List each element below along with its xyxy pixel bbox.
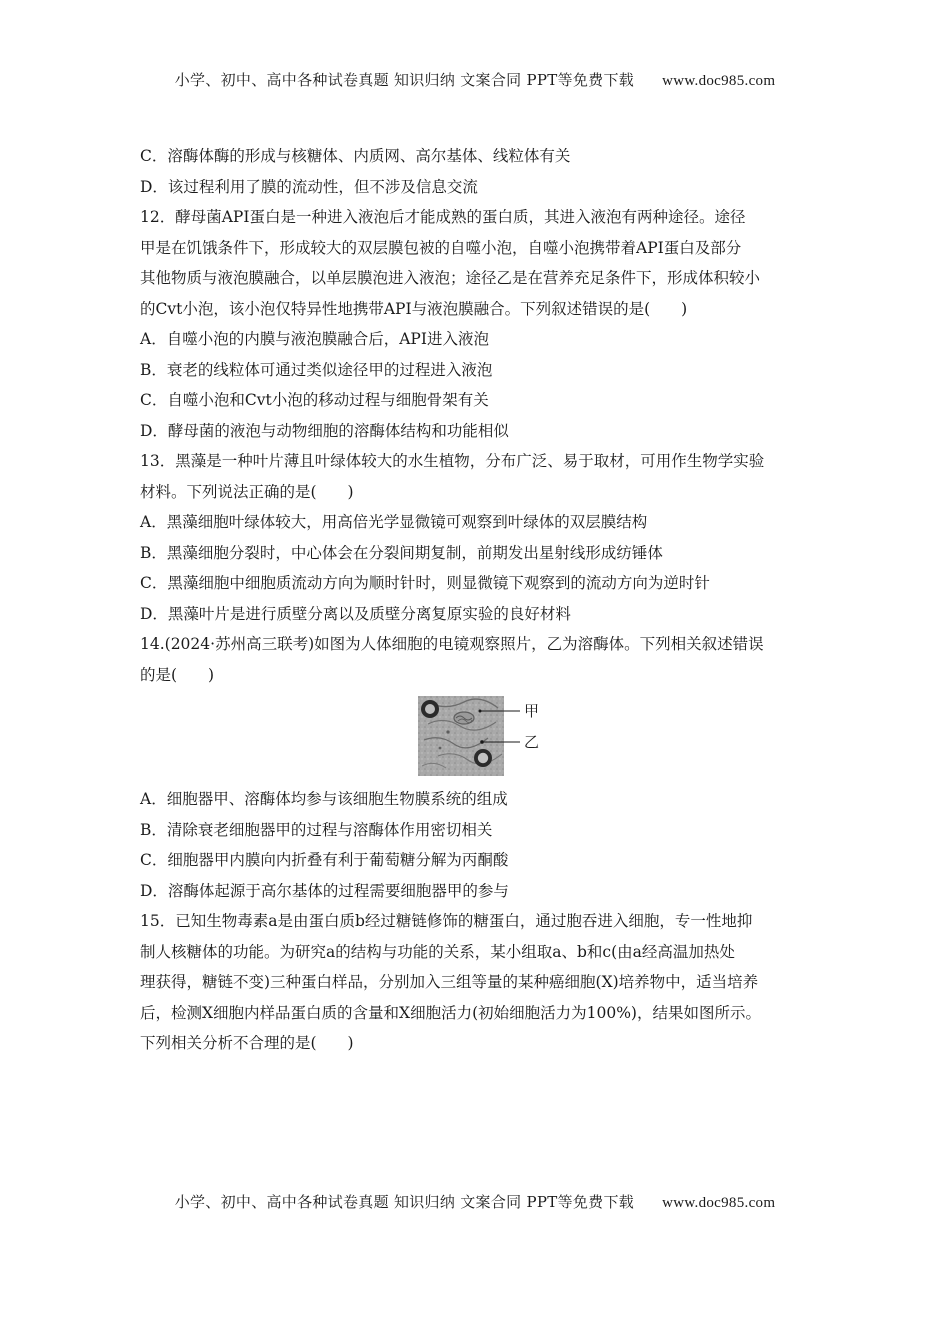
q12-stem-line-4: 的Cvt小泡，该小泡仅特异性地携带API与液泡膜融合。下列叙述错误的是( ) (140, 299, 688, 318)
q13-option-a: A．黑藻细胞叶绿体较大，用高倍光学显微镜可观察到叶绿体的双层膜结构 (140, 513, 648, 531)
header-text: 小学、初中、高中各种试卷真题 知识归纳 文案合同 PPT等免费下载 (174, 71, 635, 89)
q14-option-b: B．清除衰老细胞器甲的过程与溶酶体作用密切相关 (140, 820, 493, 839)
q14-stem-line-1: 14.(2024·苏州高三联考)如图为人体细胞的电镜观察照片，乙为溶酶体。下列相关叙述错误 (140, 635, 764, 653)
q15-stem-line-2: 制人核糖体的功能。为研究a的结构与功能的关系，某小组取a、b和c(由a经高温加热处 (140, 942, 735, 961)
electron-micrograph-figure (140, 694, 820, 782)
q13-option-d: D．黑藻叶片是进行质壁分离以及质壁分离复原实验的良好材料 (140, 604, 571, 623)
q14-stem-line-2: 的是( ) (140, 665, 215, 684)
q11-option-d: D．该过程利用了膜的流动性，但不涉及信息交流 (140, 177, 478, 196)
page-header (0, 69, 950, 90)
q15-stem-line-3: 理获得，糖链不变)三种蛋白样品，分别加入三组等量的某种癌细胞(X)培养物中，适当培养 (140, 973, 759, 991)
q13-option-c: C．黑藻细胞中细胞质流动方向为顺时针时，则显微镜下观察到的流动方向为逆时针 (140, 574, 710, 592)
q15-stem-line-5: 下列相关分析不合理的是( ) (140, 1034, 354, 1052)
label-pointer-lines (418, 696, 538, 776)
q15-stem-line-4: 后，检测X细胞内样品蛋白质的含量和X细胞活力(初始细胞活力为100%)，结果如图所示。 (140, 1003, 761, 1022)
header-url[interactable]: www.doc985.com (662, 73, 776, 89)
page-footer (0, 1191, 950, 1212)
question-content (140, 141, 820, 1059)
q14-option-c: C．细胞器甲内膜向内折叠有利于葡萄糖分解为丙酮酸 (140, 851, 509, 869)
footer-url[interactable]: www.doc985.com (662, 1195, 776, 1211)
q12-option-c: C．自噬小泡和Cvt小泡的移动过程与细胞骨架有关 (140, 391, 489, 409)
q14-option-a: A．细胞器甲、溶酶体均参与该细胞生物膜系统的组成 (140, 790, 508, 808)
q15-stem-line-1: 15．已知生物毒素a是由蛋白质b经过糖链修饰的糖蛋白，通过胞吞进入细胞，专一性地抑 (140, 912, 753, 930)
figure-label-yi: 乙 (524, 733, 540, 751)
figure-label-jia: 甲 (524, 702, 540, 720)
q12-option-b: B．衰老的线粒体可通过类似途径甲的过程进入液泡 (140, 360, 493, 379)
q12-option-a: A．自噬小泡的内膜与液泡膜融合后，API进入液泡 (140, 330, 489, 348)
q13-stem-line-1: 13．黑藻是一种叶片薄且叶绿体较大的水生植物，分布广泛、易于取材，可用作生物学实验 (140, 452, 765, 470)
q13-stem-line-2: 材料。下列说法正确的是( ) (140, 482, 354, 501)
q12-stem-line-1: 12．酵母菌API蛋白是一种进入液泡后才能成熟的蛋白质，其进入液泡有两种途径。途径 (140, 208, 746, 226)
q12-option-d: D．酵母菌的液泡与动物细胞的溶酶体结构和功能相似 (140, 421, 509, 440)
q12-stem-line-3: 其他物质与液泡膜融合，以单层膜泡进入液泡；途径乙是在营养充足条件下，形成体积较小 (140, 269, 761, 287)
footer-text: 小学、初中、高中各种试卷真题 知识归纳 文案合同 PPT等免费下载 (174, 1193, 635, 1211)
q13-option-b: B．黑藻细胞分裂时，中心体会在分裂间期复制，前期发出星射线形成纺锤体 (140, 543, 663, 562)
q12-stem-line-2: 甲是在饥饿条件下，形成较大的双层膜包被的自噬小泡，自噬小泡携带着API蛋白及部分 (140, 238, 742, 257)
q14-option-d: D．溶酶体起源于高尔基体的过程需要细胞器甲的参与 (140, 881, 509, 900)
q11-option-c: C．溶酶体酶的形成与核糖体、内质网、高尔基体、线粒体有关 (140, 147, 571, 165)
